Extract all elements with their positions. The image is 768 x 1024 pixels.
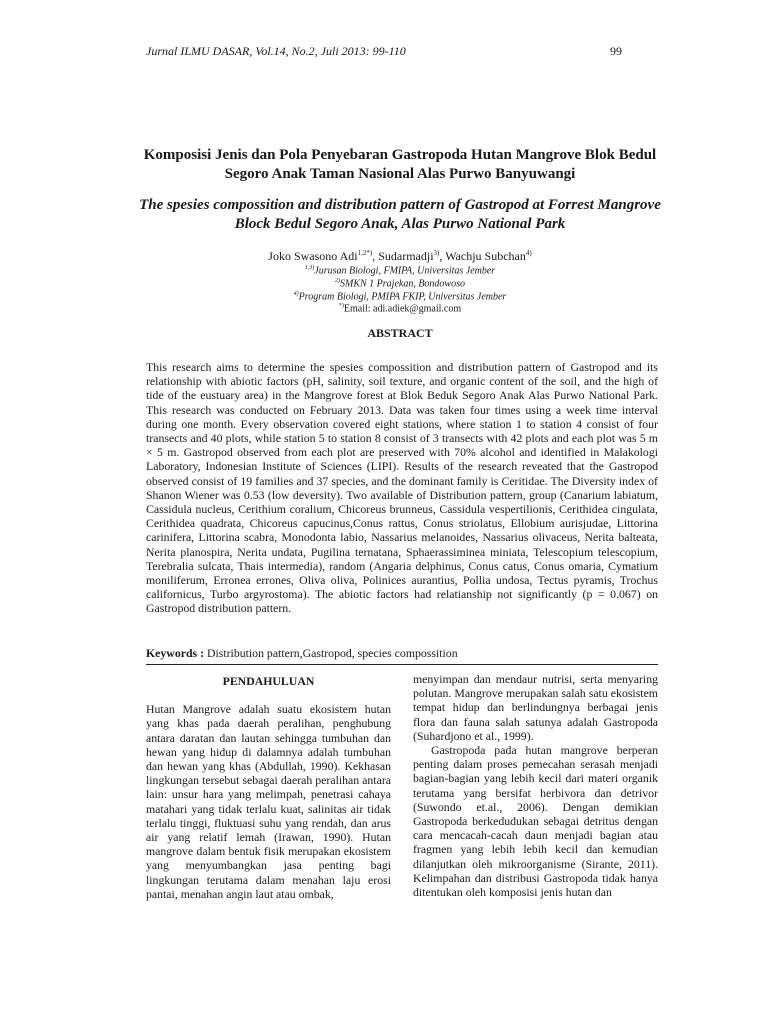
body-paragraph: Gastropoda pada hutan mangrove berperan penting dalam proses pemecahan serasah menjadi bagian-bagian yang lebih kecil dari materi organik terutama yang bersifat herbivora dan detrivor (Suwondo et.al., 2006). Dengan demikian Gastropoda berkedudukan sebagai detritus dengan cara mencacah-cacah daun menjadi bagian atau fragmen yang lebih lebih kecil dan kemudian dilanjutkan oleh mikroorganisme (Sirante, 2011). Kelimpahan dan distribusi Gastropoda tidak hanya ditentukan oleh komposisi jenis hutan dan: [413, 743, 658, 900]
abstract-text: This research aims to determine the spesies compossition and distribution pattern of Gastropod and its relationship with abiotic factors (pH, salinity, soil texture, and organic content of the soil, and the high of tide of the eustuary area) in the Mangrove forest at Blok Beduk Segoro Anak Alas Purwo National Park. This research was conducted on February 2013. Data was taken four times using a week time interval during one month. Every observation covered eight stations, where station 1 to station 4 consist of four transects and 40 plots, while station 5 to station 8 consist of 3 transects with 42 plots and each plot was 5 m × 5 m. Gastropod observed from each plot are preserved with 70% alcohol and identified in Malakologi Laboratory, Indonesian Institute of Sciences (LIPI). Results of the research reveated that the Gastropod observed consist of 19 families and 37 species, and the dominant family is Ceritidae. The Diversity index of Shanon Wiener was 0.53 (low deversity). Two available of Distribution pattern, group (Canarium labiatum, Cassidula nucleus, Cerithium coralium, Chicoreus brunneus, Cassidula vespertilionis, Cerithidea cingulata, Cerithidea quadrata, Chicoreus capucinus,Conus rattus, Conus striolatus, Ellobium aurisjudae, Littorina carinifera, Littorina scabra, Monodonta labio, Nassarius melanoides, Nassarius olivaceus, Nerita balteata, Nerita planospira, Nerita undata, Pugilina ternatana, Sphaerassiminea miniata, Telescopium telescopium, Terebralia sulcata, Thais intermedia), random (Angaria delphinus, Conus catus, Conus omaria, Cymatium moniliferum, Erronea errones, Oliva oliva, Polinices aurantius, Pollia undosa, Tectus pyramis, Trochus californicus, Turbo argyrostoma). The abiotic factors had relatianship not significantly (p = 0.067) on Gastropod distribution pattern.: [146, 360, 658, 616]
title-indonesian: Komposisi Jenis dan Pola Penyebaran Gastropoda Hutan Mangrove Blok Bedul Segoro Anak Taman Nasional Alas Purwo Banyuwangi: [143, 147, 657, 182]
left-column: [146, 672, 391, 901]
affiliation-sup: 2): [335, 278, 340, 284]
keywords: [146, 646, 658, 661]
divider-rule: [146, 664, 658, 665]
affiliation-text: Jurusan Biologi, FMIPA, Universitas Jember: [314, 265, 496, 277]
author-sup: 3): [433, 249, 440, 257]
author-name: Wachju Subchan: [445, 249, 526, 263]
section-heading: PENDAHULUAN: [222, 674, 315, 688]
email-sup: *): [338, 303, 344, 309]
keywords-label: Keywords :: [146, 646, 204, 660]
journal-citation: Jurnal ILMU DASAR, Vol.14, No.2, Juli 2013: 99-110: [146, 44, 406, 58]
affiliation-sup: 4): [293, 291, 299, 297]
affiliation-sup: 1,3): [304, 265, 315, 271]
keywords-text: Distribution pattern,Gastropod, species compossition: [206, 646, 458, 660]
right-column: [413, 672, 658, 899]
abstract-heading: ABSTRACT: [367, 326, 433, 340]
abstract-body: [146, 360, 658, 616]
author-sup: 1,2*): [357, 249, 373, 257]
email-text: Email: adi.adiek@gmail.com: [343, 303, 462, 315]
author-sup: 4): [525, 249, 532, 257]
body-paragraph: menyimpan dan mendaur nutrisi, serta menyaring polutan. Mangrove merupakan salah satu ekosistem tempat hidup dan berlindungnya berbagai jenis flora dan fauna salah satunya adalah Gastropoda (Suhardjono et al., 1999).: [413, 672, 658, 743]
title-english: The spesies compossition and distribution pattern of Gastropod at Forrest Mangrove Block Bedul Segoro Anak, Alas Purwo National Park: [139, 197, 661, 232]
email-line: [150, 300, 650, 315]
affiliation-text: SMKN 1 Prajekan, Bondowoso: [340, 278, 465, 290]
affiliation-text: Program Biologi, PMIPA FKIP, Universitas Jember: [298, 291, 507, 303]
author-name: Joko Swasono Adi: [268, 249, 358, 263]
author-list: Joko Swasono Adi$^{1,2*)}$, Sudarmadji$^{3)}$, Wachju Subchan$^{4)}$: [268, 249, 532, 263]
author-name: Sudarmadji: [378, 249, 434, 263]
page-number: 99: [610, 44, 622, 58]
running-head: [146, 44, 622, 59]
body-paragraph: Hutan Mangrove adalah suatu ekosistem hutan yang khas pada daerah peralihan, penghubung antara daratan dan lautan sehingga tumbuhan dan hewan yang hidup di dalamnya adalah tumbuhan dan hewan yang khas (Abdullah, 1990). Kekhasan lingkungan tersebut sebagai daerah peralihan antara lain: unsur hara yang melimpah, penetrasi cahaya matahari yang tidak terlalu kuat, salinitas air tidak terlalu tinggi, fluktuasi suhu yang rendah, dan arus air yang relatif lemah (Irawan, 1990). Hutan mangrove dalam bentuk fisik merupakan ekosistem yang menyumbangkan jasa penting bagi lingkungan terutama dalam menahan laju erosi pantai, menahan angin laut atau ombak,: [146, 702, 391, 901]
